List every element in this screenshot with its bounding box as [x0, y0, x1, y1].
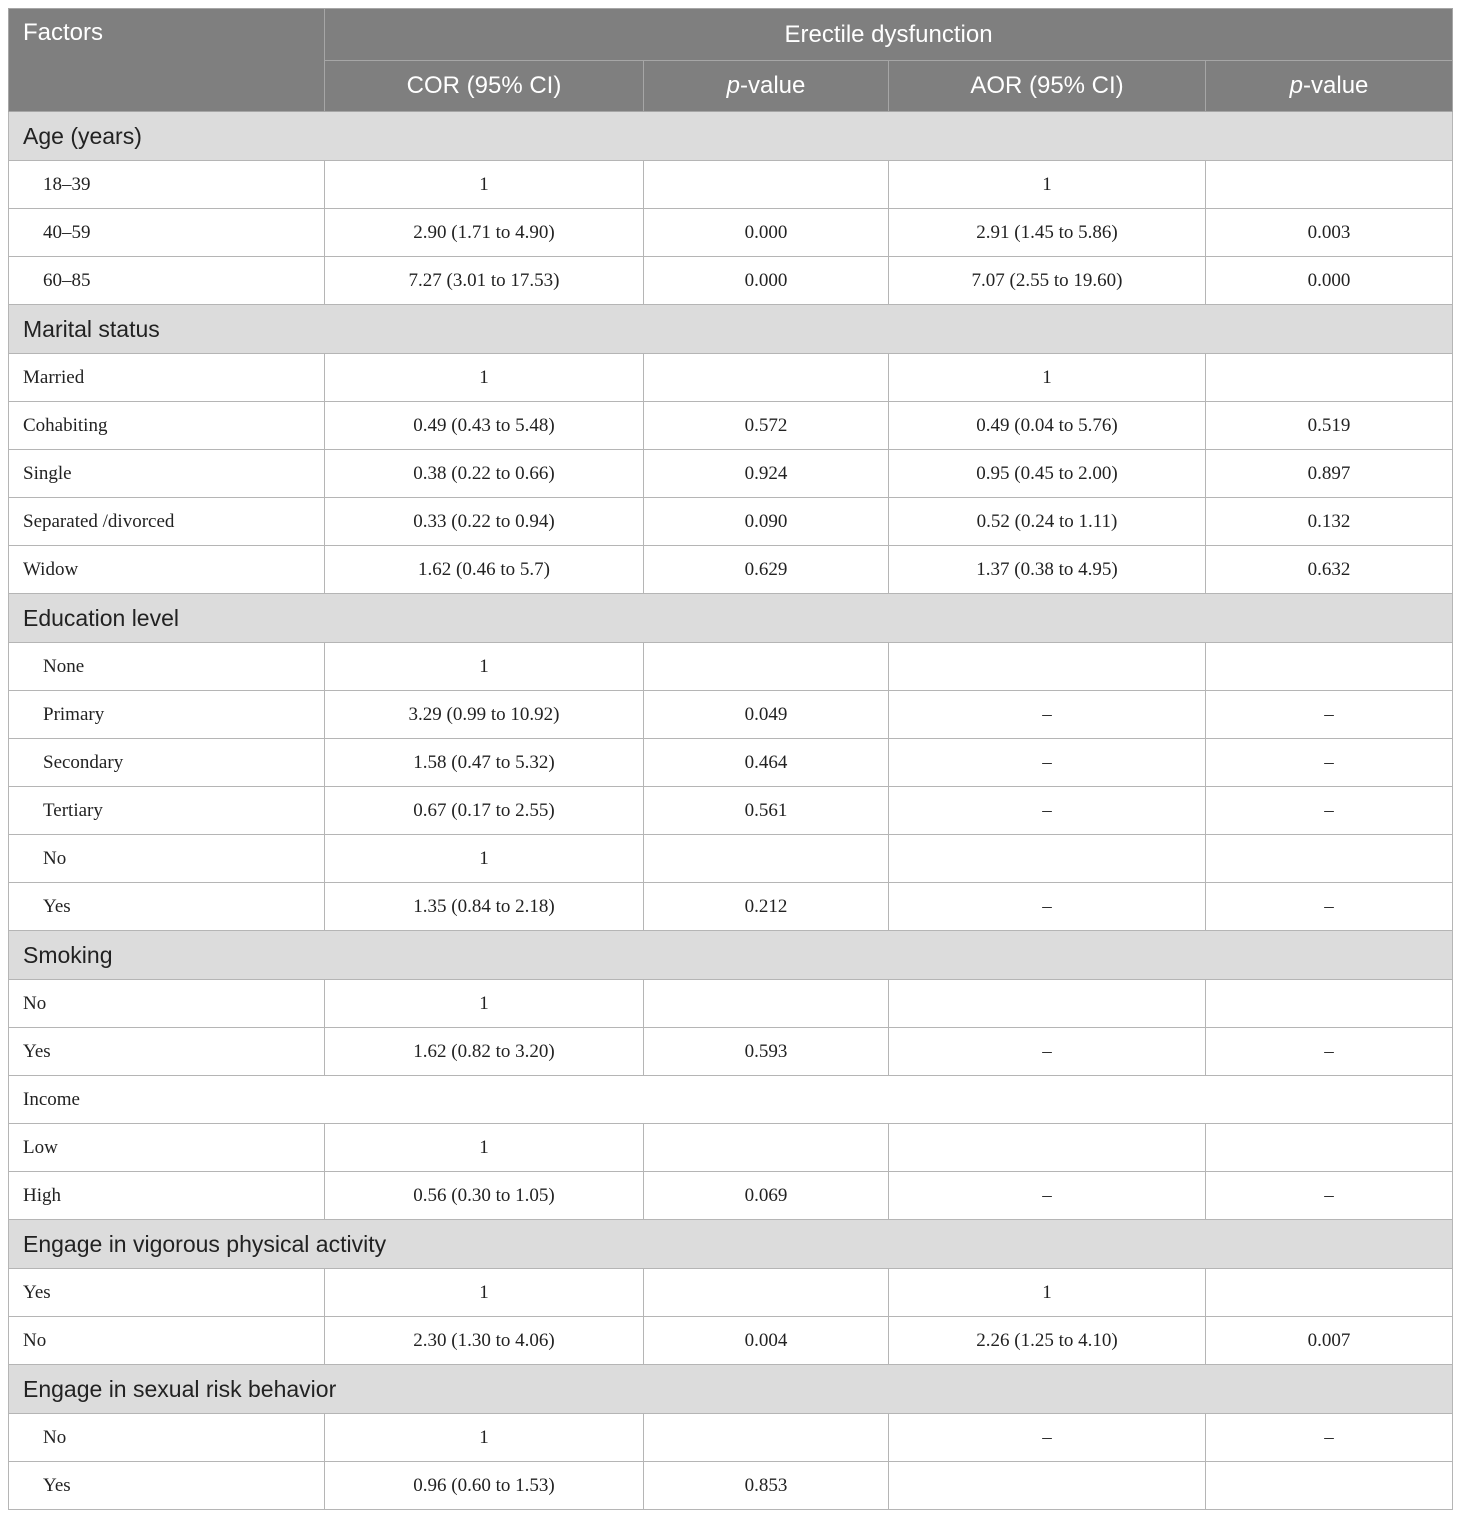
- table-row: [9, 1172, 1453, 1220]
- header-p-value-cor: [644, 61, 889, 112]
- section-row: [9, 1220, 1453, 1269]
- cor-cell: 0.56 (0.30 to 1.05): [325, 1172, 644, 1220]
- p-value-aor-cell: 0.007: [1206, 1317, 1453, 1365]
- aor-cell: 0.52 (0.24 to 1.11): [889, 498, 1206, 546]
- aor-cell: –: [889, 1028, 1206, 1076]
- row-label: Cohabiting: [9, 402, 325, 450]
- p-value-aor-cell: 0.519: [1206, 402, 1453, 450]
- p-value-cor-cell: 0.629: [644, 546, 889, 594]
- section-label: Income: [9, 1076, 1453, 1124]
- p-value-suffix: -value: [1303, 72, 1369, 99]
- row-label: No: [9, 1414, 325, 1462]
- table-row: [9, 161, 1453, 209]
- cor-cell: 1: [325, 835, 644, 883]
- aor-cell: –: [889, 883, 1206, 931]
- row-label: Yes: [9, 1269, 325, 1317]
- table-row: [9, 739, 1453, 787]
- header-aor: AOR (95% CI): [889, 61, 1206, 112]
- p-value-cor-cell: 0.004: [644, 1317, 889, 1365]
- row-label: 60–85: [9, 257, 325, 305]
- p-value-suffix: -value: [739, 72, 806, 99]
- cor-cell: 0.96 (0.60 to 1.53): [325, 1462, 644, 1510]
- section-row: [9, 112, 1453, 161]
- aor-cell: 2.26 (1.25 to 4.10): [889, 1317, 1206, 1365]
- p-value-cor-cell: 0.049: [644, 691, 889, 739]
- row-label: No: [9, 835, 325, 883]
- aor-cell: –: [889, 1414, 1206, 1462]
- table-row: [9, 546, 1453, 594]
- row-label: 40–59: [9, 209, 325, 257]
- p-value-cor-cell: 0.000: [644, 209, 889, 257]
- p-value-cor-cell: 0.561: [644, 787, 889, 835]
- aor-cell: 0.49 (0.04 to 5.76): [889, 402, 1206, 450]
- cor-cell: 0.38 (0.22 to 0.66): [325, 450, 644, 498]
- cor-cell: 1: [325, 643, 644, 691]
- cor-cell: 1: [325, 980, 644, 1028]
- p-value-cor-cell: [644, 1269, 889, 1317]
- p-value-aor-cell: –: [1206, 739, 1453, 787]
- header-factors: Factors: [9, 9, 325, 112]
- p-value-aor-cell: [1206, 161, 1453, 209]
- aor-cell: –: [889, 739, 1206, 787]
- table-row: [9, 1124, 1453, 1172]
- table-container: [8, 8, 1452, 1510]
- aor-cell: 2.91 (1.45 to 5.86): [889, 209, 1206, 257]
- header-p-value-aor: [1206, 61, 1453, 112]
- p-value-aor-cell: [1206, 643, 1453, 691]
- cor-cell: 1: [325, 161, 644, 209]
- cor-cell: 7.27 (3.01 to 17.53): [325, 257, 644, 305]
- row-label: Married: [9, 354, 325, 402]
- table-header: [9, 9, 1453, 112]
- aor-cell: 1: [889, 161, 1206, 209]
- aor-cell: [889, 980, 1206, 1028]
- cor-cell: 0.67 (0.17 to 2.55): [325, 787, 644, 835]
- p-value-aor-cell: 0.897: [1206, 450, 1453, 498]
- p-value-cor-cell: 0.212: [644, 883, 889, 931]
- section-label: Engage in vigorous physical activity: [9, 1220, 1453, 1269]
- p-value-cor-cell: 0.464: [644, 739, 889, 787]
- p-value-cor-cell: 0.090: [644, 498, 889, 546]
- p-value-aor-cell: [1206, 980, 1453, 1028]
- header-erectile-dysfunction: Erectile dysfunction: [325, 9, 1453, 61]
- p-value-cor-cell: [644, 835, 889, 883]
- p-value-cor-cell: 0.593: [644, 1028, 889, 1076]
- p-value-cor-cell: 0.000: [644, 257, 889, 305]
- row-label: No: [9, 980, 325, 1028]
- p-value-cor-cell: [644, 1124, 889, 1172]
- table-body: [9, 112, 1453, 1510]
- table-row: [9, 1462, 1453, 1510]
- section-row: [9, 305, 1453, 354]
- table-row: [9, 354, 1453, 402]
- erectile-dysfunction-table: [8, 8, 1453, 1510]
- table-row: [9, 1269, 1453, 1317]
- table-row: [9, 450, 1453, 498]
- p-value-cor-cell: [644, 161, 889, 209]
- aor-cell: [889, 1124, 1206, 1172]
- aor-cell: [889, 835, 1206, 883]
- table-row: [9, 691, 1453, 739]
- aor-cell: 1: [889, 1269, 1206, 1317]
- aor-cell: [889, 643, 1206, 691]
- section-label: Smoking: [9, 931, 1453, 980]
- table-row: [9, 980, 1453, 1028]
- p-italic: p: [726, 72, 740, 99]
- row-label: Widow: [9, 546, 325, 594]
- table-row: [9, 883, 1453, 931]
- row-label: Single: [9, 450, 325, 498]
- aor-cell: 0.95 (0.45 to 2.00): [889, 450, 1206, 498]
- cor-cell: 1: [325, 1414, 644, 1462]
- section-row: [9, 1076, 1453, 1124]
- p-value-aor-cell: –: [1206, 691, 1453, 739]
- cor-cell: 0.49 (0.43 to 5.48): [325, 402, 644, 450]
- cor-cell: 3.29 (0.99 to 10.92): [325, 691, 644, 739]
- section-label: Education level: [9, 594, 1453, 643]
- p-value-aor-cell: [1206, 1124, 1453, 1172]
- p-value-aor-cell: –: [1206, 1028, 1453, 1076]
- p-value-cor-cell: 0.069: [644, 1172, 889, 1220]
- p-value-aor-cell: 0.132: [1206, 498, 1453, 546]
- aor-cell: –: [889, 691, 1206, 739]
- p-value-cor-cell: 0.924: [644, 450, 889, 498]
- table-row: [9, 1028, 1453, 1076]
- header-cor: COR (95% CI): [325, 61, 644, 112]
- row-label: Primary: [9, 691, 325, 739]
- row-label: Low: [9, 1124, 325, 1172]
- row-label: Yes: [9, 1462, 325, 1510]
- section-label: Age (years): [9, 112, 1453, 161]
- section-label: Engage in sexual risk behavior: [9, 1365, 1453, 1414]
- section-label: Marital status: [9, 305, 1453, 354]
- aor-cell: [889, 1462, 1206, 1510]
- aor-cell: –: [889, 1172, 1206, 1220]
- header-row-group: [9, 9, 1453, 61]
- p-value-cor-cell: [644, 354, 889, 402]
- cor-cell: 1.58 (0.47 to 5.32): [325, 739, 644, 787]
- p-value-cor-cell: [644, 643, 889, 691]
- cor-cell: 1: [325, 1269, 644, 1317]
- section-row: [9, 931, 1453, 980]
- section-row: [9, 1365, 1453, 1414]
- row-label: None: [9, 643, 325, 691]
- p-value-aor-cell: –: [1206, 1414, 1453, 1462]
- row-label: Separated /divorced: [9, 498, 325, 546]
- p-value-aor-cell: 0.003: [1206, 209, 1453, 257]
- table-row: [9, 209, 1453, 257]
- p-value-aor-cell: [1206, 835, 1453, 883]
- table-row: [9, 643, 1453, 691]
- p-value-aor-cell: –: [1206, 883, 1453, 931]
- table-row: [9, 498, 1453, 546]
- cor-cell: 1: [325, 1124, 644, 1172]
- table-row: [9, 1317, 1453, 1365]
- aor-cell: 1.37 (0.38 to 4.95): [889, 546, 1206, 594]
- row-label: Yes: [9, 1028, 325, 1076]
- row-label: High: [9, 1172, 325, 1220]
- table-row: [9, 787, 1453, 835]
- aor-cell: 1: [889, 354, 1206, 402]
- cor-cell: 2.30 (1.30 to 4.06): [325, 1317, 644, 1365]
- row-label: No: [9, 1317, 325, 1365]
- p-value-cor-cell: [644, 980, 889, 1028]
- cor-cell: 1: [325, 354, 644, 402]
- cor-cell: 0.33 (0.22 to 0.94): [325, 498, 644, 546]
- p-value-aor-cell: –: [1206, 1172, 1453, 1220]
- p-value-aor-cell: 0.632: [1206, 546, 1453, 594]
- table-row: [9, 257, 1453, 305]
- p-value-cor-cell: 0.853: [644, 1462, 889, 1510]
- p-value-aor-cell: [1206, 1269, 1453, 1317]
- p-value-aor-cell: 0.000: [1206, 257, 1453, 305]
- row-label: Yes: [9, 883, 325, 931]
- section-row: [9, 594, 1453, 643]
- aor-cell: –: [889, 787, 1206, 835]
- cor-cell: 1.62 (0.82 to 3.20): [325, 1028, 644, 1076]
- row-label: 18–39: [9, 161, 325, 209]
- cor-cell: 1.35 (0.84 to 2.18): [325, 883, 644, 931]
- table-row: [9, 402, 1453, 450]
- p-value-cor-cell: 0.572: [644, 402, 889, 450]
- row-label: Tertiary: [9, 787, 325, 835]
- p-value-aor-cell: [1206, 354, 1453, 402]
- p-value-aor-cell: –: [1206, 787, 1453, 835]
- p-value-aor-cell: [1206, 1462, 1453, 1510]
- table-row: [9, 1414, 1453, 1462]
- table-row: [9, 835, 1453, 883]
- p-italic: p: [1289, 72, 1304, 99]
- cor-cell: 1.62 (0.46 to 5.7): [325, 546, 644, 594]
- row-label: Secondary: [9, 739, 325, 787]
- aor-cell: 7.07 (2.55 to 19.60): [889, 257, 1206, 305]
- p-value-cor-cell: [644, 1414, 889, 1462]
- cor-cell: 2.90 (1.71 to 4.90): [325, 209, 644, 257]
